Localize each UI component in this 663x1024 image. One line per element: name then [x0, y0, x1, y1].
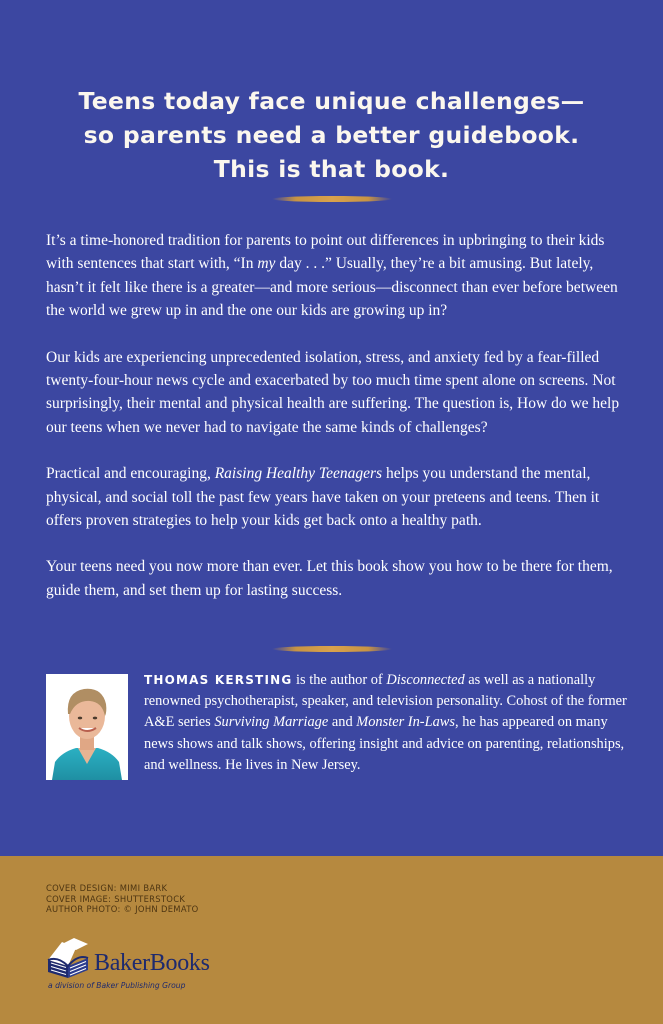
ornament-divider-middle [272, 646, 392, 652]
author-bio: THOMAS KERSTING is the author of Disconnected as well as a nationally renowned psychotherapist, speaker, and television personality. Cohost of the former A&E series Surviving Marriage and Monster In-Laws, he has appeared on many news shows and talk shows, offering insight and advice on parenting, relationships, and wellness. He lives in New Jersey. [144, 672, 627, 773]
publisher-logo [46, 934, 256, 994]
book-title: Raising Healthy Teenagers [214, 465, 383, 483]
headline [0, 84, 663, 186]
description-paragraph-3: Practical and encouraging, Raising Healthy Teenagers helps you understand the mental, physical, and social toll the past few years have taken on your preteens and teens. Then it offers proven strategies to help your kids get back onto a healthy path. [46, 465, 600, 530]
publisher-name: BakerBooks [94, 950, 210, 976]
author-photo [46, 674, 128, 780]
headline-line-1: Teens today face unique challenges— [78, 87, 585, 115]
description-paragraph-4: Your teens need you now more than ever. Let this book show you how to be there for them, guide them, and set them up for lasting success. [46, 558, 613, 599]
author-name: THOMAS KERSTING [144, 673, 293, 687]
cover-credits [46, 883, 199, 915]
credit-image: COVER IMAGE: SHUTTERSTOCK [46, 893, 186, 904]
description-paragraph-1: It’s a time-honored tradition for parents to point out differences in upbringing to their kids with sentences that start with, “In my day . . .” Usually, they’re a bit amusing. But lately, hasn’t it felt like there is a greater—and more serious—disconnect than ever before between the world we grew up in and the one our kids are growing up in? [46, 232, 618, 320]
open-book-icon [46, 936, 92, 980]
headline-line-2: so parents need a better guidebook. [83, 121, 580, 149]
headline-line-3: This is that book. [213, 155, 450, 183]
credit-photo: AUTHOR PHOTO: © JOHN DEMATO [46, 904, 199, 915]
description-paragraph-2: Our kids are experiencing unprecedented isolation, stress, and anxiety fed by a fear-filled twenty-four-hour news cycle and exacerbated by too much time spent alone on screens. Not surprisingly, their mental and physical health are suffering. The question is, How do we help our teens when we never had to navigate the same kinds of challenges? [46, 348, 620, 436]
credit-design: COVER DESIGN: MIMI BARK [46, 883, 168, 893]
publisher-tagline: a division of Baker Publishing Group [48, 981, 186, 990]
ornament-divider-top [272, 196, 392, 202]
book-description [46, 229, 628, 625]
